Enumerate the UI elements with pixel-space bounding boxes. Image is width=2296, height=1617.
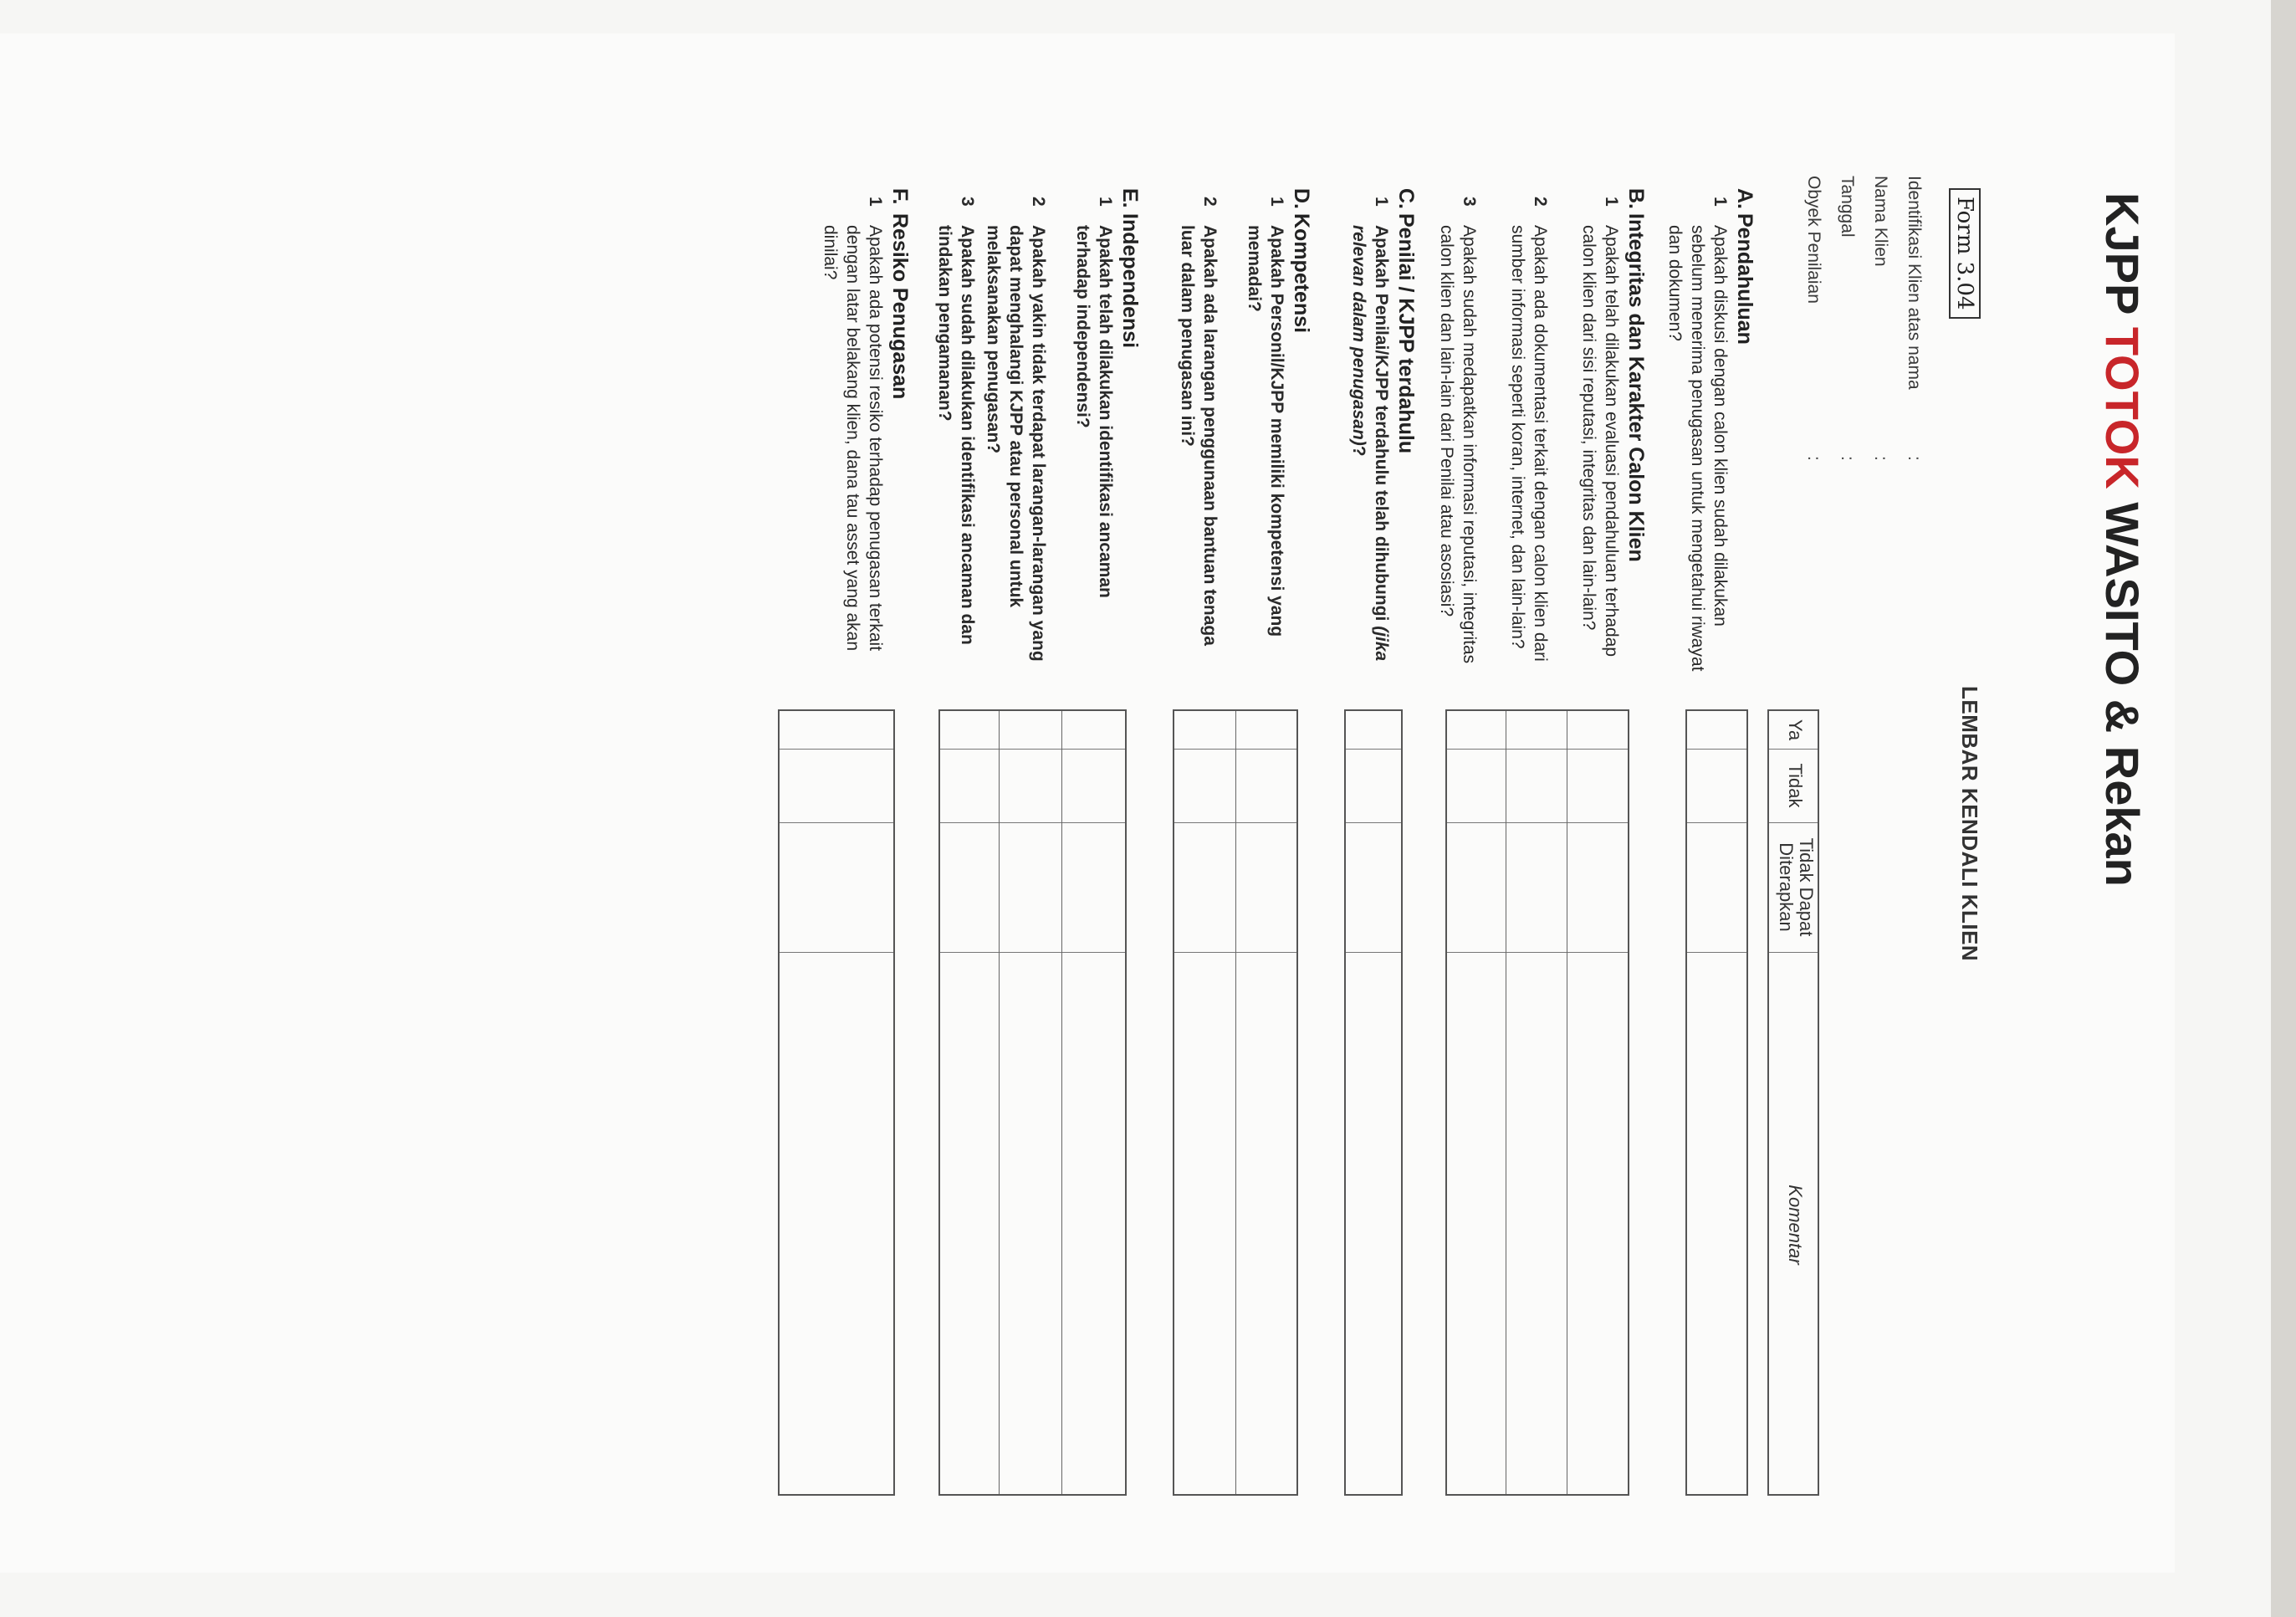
- section-heading: D.Kompetensi: [1290, 188, 1313, 334]
- id-row: Identifikasi Klien atas nama: [1905, 176, 1924, 390]
- section-heading: E.Independensi: [1118, 188, 1142, 349]
- column-header-box: [1767, 709, 1819, 1496]
- section-heading: C.Penilai / KJPP terdahulu: [1394, 188, 1418, 454]
- answer-box-b: [1445, 709, 1629, 1496]
- form-title: LEMBAR KENDALI KLIEN: [1957, 686, 1982, 962]
- id-colon: :: [1871, 456, 1890, 461]
- id-row: Obyek Penilaian: [1804, 176, 1823, 304]
- id-colon: :: [1838, 456, 1857, 461]
- answer-box-e: [938, 709, 1127, 1496]
- col-tidak-dapat-diterapkan: Tidak Dapat Diterapkan: [1776, 837, 1817, 937]
- answer-box-c: [1344, 709, 1403, 1496]
- id-colon: :: [1905, 456, 1924, 461]
- answer-box-d: [1173, 709, 1298, 1496]
- id-row: Tanggal: [1838, 176, 1857, 238]
- answer-box-a: [1685, 709, 1748, 1496]
- scanner-backing: [2271, 0, 2296, 1617]
- id-row: Nama Klien: [1871, 176, 1890, 267]
- section-heading: B.Integritas dan Karakter Calon Klien: [1624, 188, 1648, 562]
- form-sheet: KJPP TOTOK WASITO & Rekan Form 3.04 LEMBAR KENDALI KLIEN Identifikasi Klien atas nama : Nama Klien : Tanggal : Obyek Penilaian : Ya Tidak Tidak Dapat Diterapkan Komentar A.Pendahuluan 1 Apakah diskusi dengan calon klien sudah dilakukan sebelum menerima penugasan untuk mengetahui riwayat dan dokumen? B.Integritas dan Karakter Calon Klien 1 Apakah telah dilakukan evaluasi pendahuluan terhadap calon klien dari sisi reputasi, integritas dan lain-lain? 2 Apakah ada dokumentasi terkait dengan calon klien dari sumber informasi seperti koran, internet, dan lain-lain? 3 Apakah sudah medapatkan informasi reputasi, integritas calon klien dan lain-lain dari Penilai atau asosiasi? C.Penilai / KJPP terdahulu 1 Apakah Penilai/KJPP terdahulu telah dihubungi (jika relevan dalam penugasan)? D.Kompetensi 1 Apakah Personil/KJPP memiliki kompetensi yang memadai? 2 Apakah ada larangan penggunaan bantuan tenaga luar dalam penugasan ini? E.Independensi 1 Apakah telah dilakukan identifikasi ancaman terhadap independensi? 2 Apakah yakin tidak terdapat larangan-larangan yang dapat menghalangi KJPP atau personal untuk melaksanakan penugasan? 3 Apakah sudah dilakukan identifikasi ancaman dan tindakan pengamanan? F.Resiko Penugasan 1 Apakah ada potensi resiko terhadap penugasan terkait dengan latar belakang klien, dana tau asset yang akan dinilai?: [0, 33, 2175, 1573]
- col-tidak: Tidak: [1785, 763, 1806, 808]
- answer-box-f: [778, 709, 895, 1496]
- firm-name: KJPP TOTOK WASITO & Rekan: [2096, 192, 2149, 887]
- section-heading: A.Pendahuluan: [1733, 188, 1757, 345]
- col-ya: Ya: [1785, 719, 1806, 741]
- section-heading: F.Resiko Penugasan: [888, 188, 912, 400]
- id-colon: :: [1804, 456, 1823, 461]
- col-komentar: Komentar: [1785, 1185, 1806, 1265]
- form-code: Form 3.04: [1949, 188, 1981, 319]
